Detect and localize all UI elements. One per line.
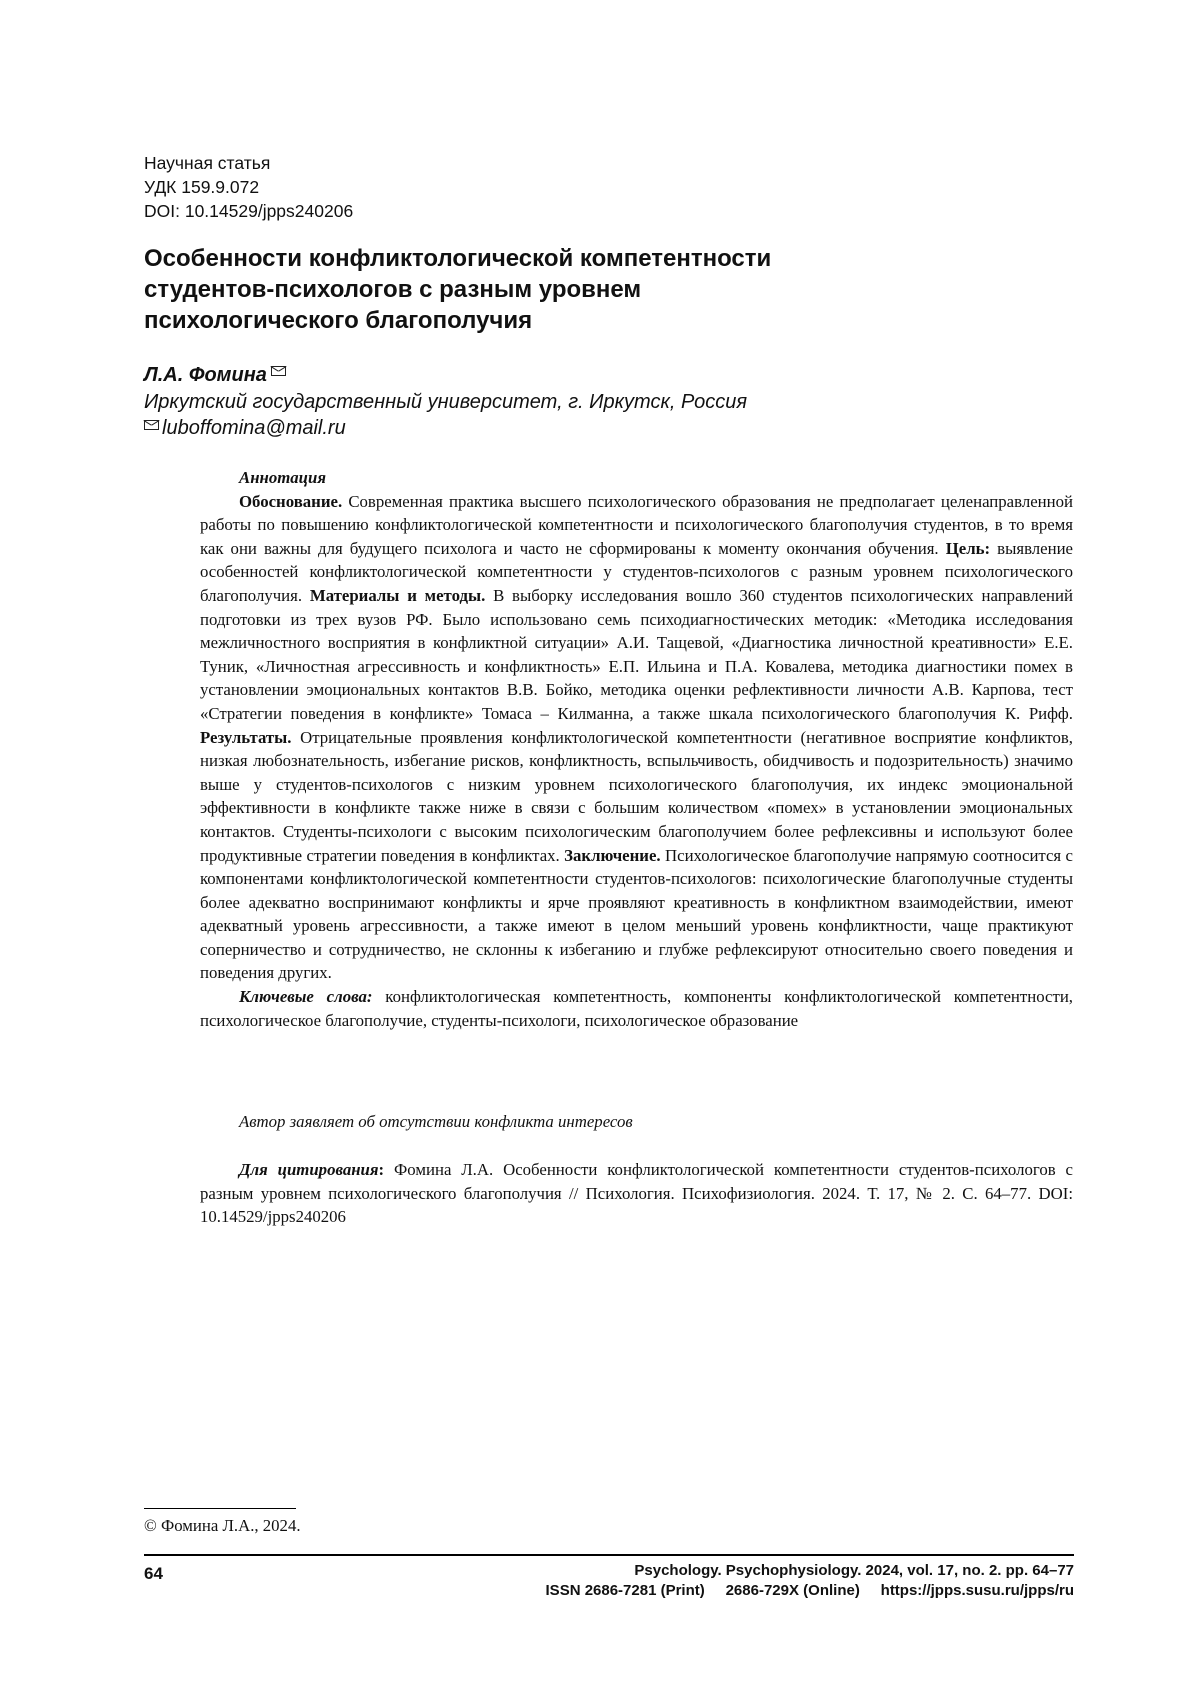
page-number: 64 bbox=[144, 1564, 163, 1584]
article-metadata bbox=[144, 151, 353, 223]
title-line: психологического благополучия bbox=[144, 305, 1004, 336]
title-line: студентов-психологов с разным уровнем bbox=[144, 274, 1004, 305]
conclusion-label: Заключение. bbox=[564, 846, 660, 865]
footnote-divider bbox=[144, 1508, 296, 1509]
abstract-heading: Аннотация bbox=[200, 466, 1073, 490]
methods-text: В выборку исследования вошло 360 студентов психологических направлений подготовки из трех вузов РФ. Было использовано семь психодиагностических методик: «Методика исследования межличностного восприятия в конфликтной ситуации» А.И. Тащевой, «Диагностика личностной креативности» Е.Е. Туник, «Личностная агрессивность и конфликтность» Е.П. Ильина и П.А. Ковалева, методика диагностики помех в установлении эмоциональных контактов В.В. Бойко, методика оценки рефлективности личности А.В. Карпова, тест «Стратегии поведения в конфликте» Томаса – Килманна, а также шкала психологического благополучия К. Рифф. bbox=[200, 586, 1073, 723]
results-text: Отрицательные проявления конфликтологической компетентности (негативное восприятие конфликтов, низкая любознательность, избегание рисков, конфликтность, вспыльчивость, обидчивость и подозрительность) значимо выше у студентов-психологов с низким уровнем психологического благополучия, их индекс эмоциональной эффективности в конфликте также ниже в связи с большим количеством «помех» в установлении эмоциональных контактов. Студенты-психологи с высоким психологическим благополучием более рефлексивны и используют более продуктивные стратегии поведения в конфликтах. bbox=[200, 728, 1073, 865]
footer-divider bbox=[144, 1554, 1074, 1556]
article-title bbox=[144, 243, 1004, 336]
citation-label: Для цитирования bbox=[239, 1160, 379, 1179]
udk-code: УДК 159.9.072 bbox=[144, 175, 353, 199]
copyright-notice: © Фомина Л.А., 2024. bbox=[144, 1516, 301, 1536]
issn-line: ISSN 2686-7281 (Print) 2686-729X (Online) https://jpps.susu.ru/jpps/ru bbox=[546, 1582, 1074, 1599]
title-line: Особенности конфликтологической компетентности bbox=[144, 243, 1004, 274]
envelope-icon bbox=[271, 366, 286, 376]
keywords-label: Ключевые слова: bbox=[239, 987, 373, 1006]
envelope-icon bbox=[144, 420, 159, 430]
citation-colon: : bbox=[379, 1160, 385, 1179]
rationale-label: Обоснование. bbox=[239, 492, 342, 511]
citation-text: Фомина Л.А. Особенности конфликтологической компетентности студентов-психологов с разным уровнем психологического благополучия // Психология. Психофизиология. 2024. Т. 17, № 2. С. 64–77. DOI: 10.14529/jpps240206 bbox=[200, 1160, 1073, 1226]
rationale-text: Современная практика высшего психологического образования не предполагает целенаправленной работы по повышению конфликтологической компетентности и психологического благополучия студентов, в то время как они важны для будущего психолога и часто не сформированы к моменту окончания обучения. bbox=[200, 492, 1073, 558]
keywords-text: конфликтологическая компетентность, компоненты конфликтологической компетентности, психологическое благополучие, студенты-психологи, психологическое образование bbox=[200, 987, 1073, 1030]
abstract-body bbox=[200, 490, 1073, 985]
methods-label: Материалы и методы. bbox=[310, 586, 485, 605]
journal-reference: Psychology. Psychophysiology. 2024, vol. 17, no. 2. pp. 64–77 bbox=[634, 1562, 1074, 1579]
doi: DOI: 10.14529/jpps240206 bbox=[144, 199, 353, 223]
conclusion-text: Психологическое благополучие напрямую соотносится с компонентами конфликтологической компетентности студентов-психологов: психологические благополучные студенты более адекватно воспринимают конфликты и ярче проявляют креативность в конфликтном взаимодействии, имеют адекватный уровень агрессивности, а также имеют в целом меньший уровень конфликтности, чаще практикуют соперничество и сотрудничество, не склонны к избеганию и глубже рефлексируют относительно своего поведения и поведения других. bbox=[200, 846, 1073, 983]
author-name: Л.А. Фомина bbox=[144, 364, 267, 386]
author-affiliation: Иркутский государственный университет, г. Иркутск, Россия bbox=[144, 389, 747, 415]
conflict-of-interest-statement: Автор заявляет об отсутствии конфликта интересов bbox=[239, 1112, 633, 1132]
keywords bbox=[200, 985, 1073, 1032]
author-email[interactable]: luboffomina@mail.ru bbox=[162, 417, 346, 439]
results-label: Результаты. bbox=[200, 728, 291, 747]
aim-label: Цель: bbox=[946, 539, 990, 558]
author-email-line bbox=[144, 415, 346, 441]
aim-text: выявление особенностей конфликтологической компетентности у студентов-психологов с разным уровнем психологического благополучия. bbox=[200, 539, 1073, 605]
author-line bbox=[144, 362, 286, 388]
article-type: Научная статья bbox=[144, 151, 353, 175]
abstract bbox=[200, 466, 1073, 1032]
citation bbox=[200, 1158, 1073, 1229]
